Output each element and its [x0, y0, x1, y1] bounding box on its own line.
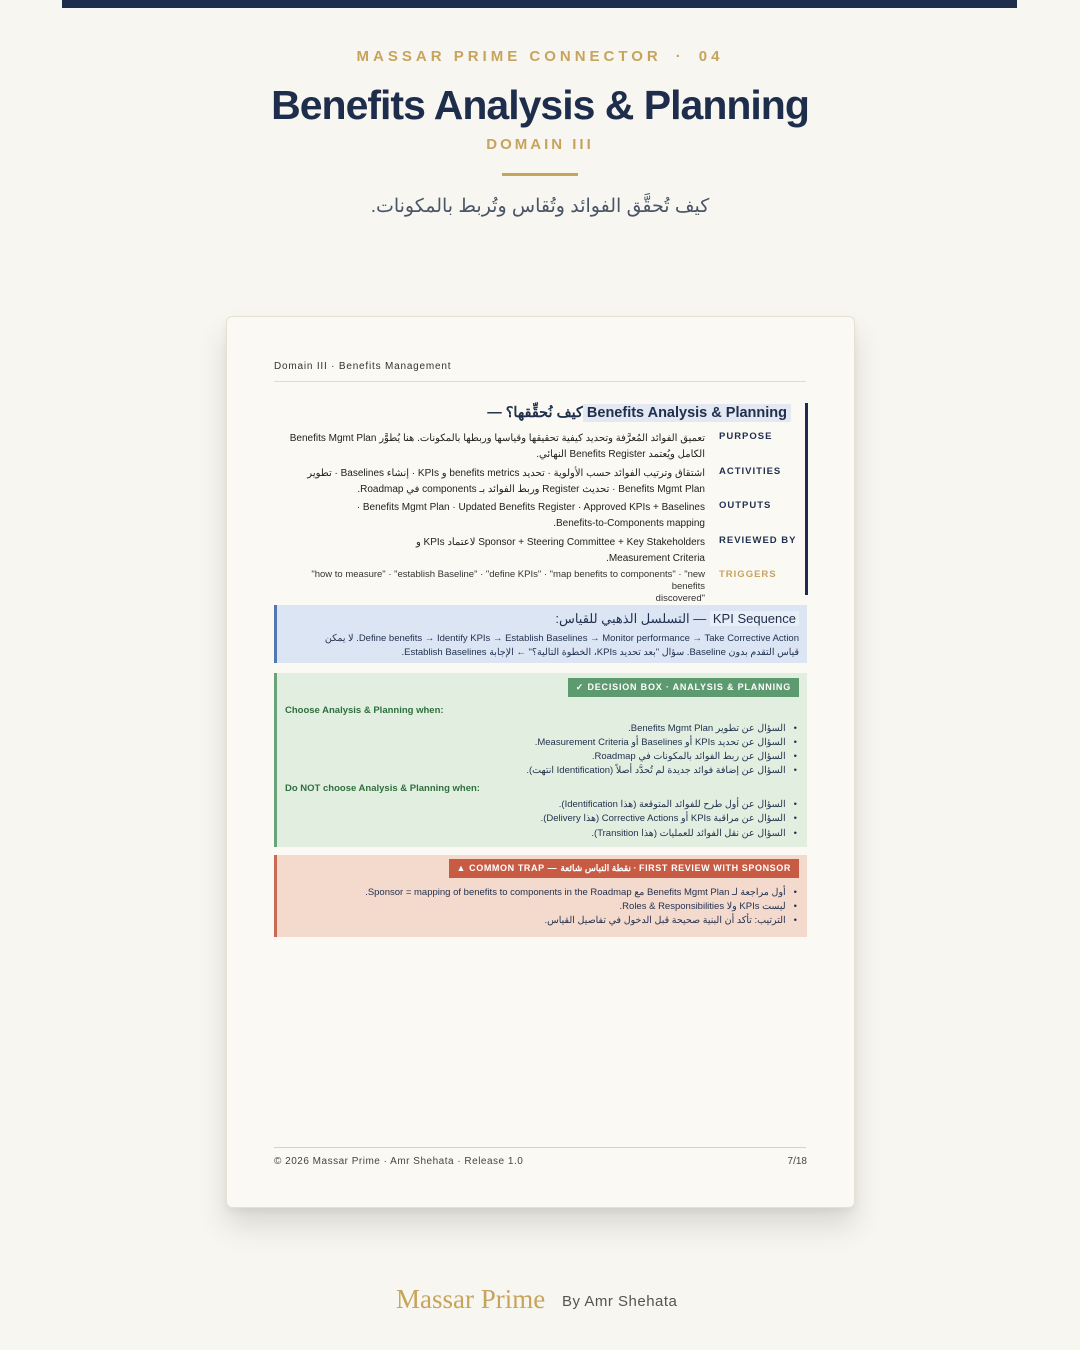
triggers-label: TRIGGERS — [719, 569, 777, 580]
kpi-title — [555, 611, 799, 627]
decision-box — [274, 673, 807, 847]
activities-line-2: Benefits Mgmt Plan · تحديث Register وربط الفوائد بـ components في Roadmap. — [357, 484, 705, 495]
decision-badge: ✓ DECISION BOX · ANALYSIS & PLANNING — [568, 678, 799, 697]
choose-item: • السؤال عن تطوير Benefits Mgmt Plan. — [287, 723, 797, 734]
brand-byline: By Amr Shehata — [562, 1293, 678, 1310]
choose-item: • السؤال عن إضافة فوائد جديدة لم تُحدَّد أصلاً (Identification انتهت). — [287, 765, 797, 776]
purpose-line-2: الكامل ويُعتمد Benefits Register النهائي. — [536, 449, 705, 460]
kicker-text: MASSAR PRIME CONNECTOR — [356, 48, 662, 65]
trap-badge: ▲ COMMON TRAP — نقطة التباس شائعة · FIRST REVIEW WITH SPONSOR — [449, 859, 799, 878]
trap-item: • أول مراجعة لـ Benefits Mgmt Plan مع Sponsor = mapping of benefits to components in the Roadmap. — [287, 887, 797, 898]
not-choose-item: • السؤال عن أول طرح للفوائد المتوقعة (هذا Identification). — [287, 799, 797, 810]
page-number: 7/18 — [787, 1156, 807, 1167]
activities-label: ACTIVITIES — [719, 466, 782, 477]
not-choose-heading: Do NOT choose Analysis & Planning when: — [285, 783, 480, 794]
outputs-text — [277, 500, 705, 532]
series-kicker — [0, 48, 1080, 65]
trap-item: • ليست KPIs ولا Roles & Responsibilities. — [287, 901, 797, 912]
activities-text — [277, 466, 705, 498]
common-trap-box — [274, 855, 807, 937]
reviewed-label: REVIEWED BY — [719, 535, 797, 546]
gold-divider — [502, 173, 578, 176]
reviewed-line-2: Measurement Criteria. — [606, 553, 705, 564]
card-heading-divider — [274, 381, 806, 382]
card-heading: Domain III · Benefits Management — [274, 361, 452, 372]
domain-label: DOMAIN III — [486, 136, 594, 153]
outputs-line-1: Benefits Mgmt Plan · Updated Benefits Register · Approved KPIs + Baselines · — [356, 502, 705, 513]
main-title-en: Benefits Analysis & Planning — [583, 404, 791, 422]
triggers-line-2: discovered" — [655, 593, 705, 604]
reviewed-text — [277, 535, 705, 567]
main-section — [277, 403, 808, 604]
choose-item: • السؤال عن تحديد KPIs أو Baselines أو Measurement Criteria. — [287, 737, 797, 748]
kpi-title-en: KPI Sequence — [710, 611, 799, 626]
footer-copyright: © 2026 Massar Prime · Amr Shehata · Release 1.0 — [274, 1156, 524, 1167]
document-card — [226, 316, 855, 1208]
kicker-number: 04 — [698, 48, 724, 65]
triggers-text — [277, 569, 705, 605]
purpose-label: PURPOSE — [719, 431, 773, 442]
main-section-title — [487, 405, 791, 421]
not-choose-item: • السؤال عن نقل الفوائد للعمليات (هذا Transition). — [287, 828, 797, 839]
trap-item: • الترتيب: تأكد أن البنية صحيحة قبل الدخول في تفاصيل القياس. — [287, 915, 797, 926]
arabic-subtitle: كيف تُحقَّق الفوائد وتُقاس وتُربط بالمكونات. — [370, 196, 710, 217]
page-title: Benefits Analysis & Planning — [271, 82, 809, 128]
top-accent-bar — [62, 0, 1017, 8]
footer-divider — [274, 1147, 806, 1148]
kicker-separator: · — [675, 48, 685, 65]
choose-item: • السؤال عن ربط الفوائد بالمكونات في Roadmap. — [287, 751, 797, 762]
reviewed-line-1: Sponsor + Steering Committee + Key Stakeholders لاعتماد KPIs و — [415, 537, 705, 548]
kpi-title-ar: — التسلسل الذهبي للقياس: — [555, 611, 710, 626]
main-title-ar: — كيف نُحقِّقها؟ — [487, 405, 583, 421]
purpose-text — [277, 431, 705, 463]
not-choose-item: • السؤال عن مراقبة KPIs أو Corrective Actions (هذا Delivery). — [287, 813, 797, 824]
brand-logo: Massar Prime — [396, 1284, 546, 1314]
kpi-sequence-box — [274, 605, 807, 663]
outputs-label: OUTPUTS — [719, 500, 772, 511]
purpose-line-1: تعميق الفوائد المُعرَّفة وتحديد كيفية تحقيقها وقياسها وربطها بالمكونات. هنا يُطوَّر Benefits Mgmt Plan — [289, 433, 705, 444]
outputs-line-2: Benefits-to-Components mapping. — [553, 518, 705, 529]
kpi-line-1: Define benefits → Identify KPIs → Establish Baselines → Monitor performance → Take Corrective Action. لا يمكن — [324, 633, 799, 644]
choose-heading: Choose Analysis & Planning when: — [285, 705, 444, 716]
kpi-line-2: قياس التقدم بدون Baseline. سؤال "بعد تحديد KPIs، الخطوة التالية؟" ← الإجابة Establish Baselines. — [401, 647, 799, 658]
triggers-line-1: "how to measure" · "establish Baseline" · "define KPIs" · "map benefits to components" · "new benefits — [311, 569, 705, 592]
activities-line-1: اشتقاق وترتيب الفوائد حسب الأولوية · تحديد benefits metrics و KPIs · إنشاء Baselines · تطوير — [307, 468, 705, 479]
